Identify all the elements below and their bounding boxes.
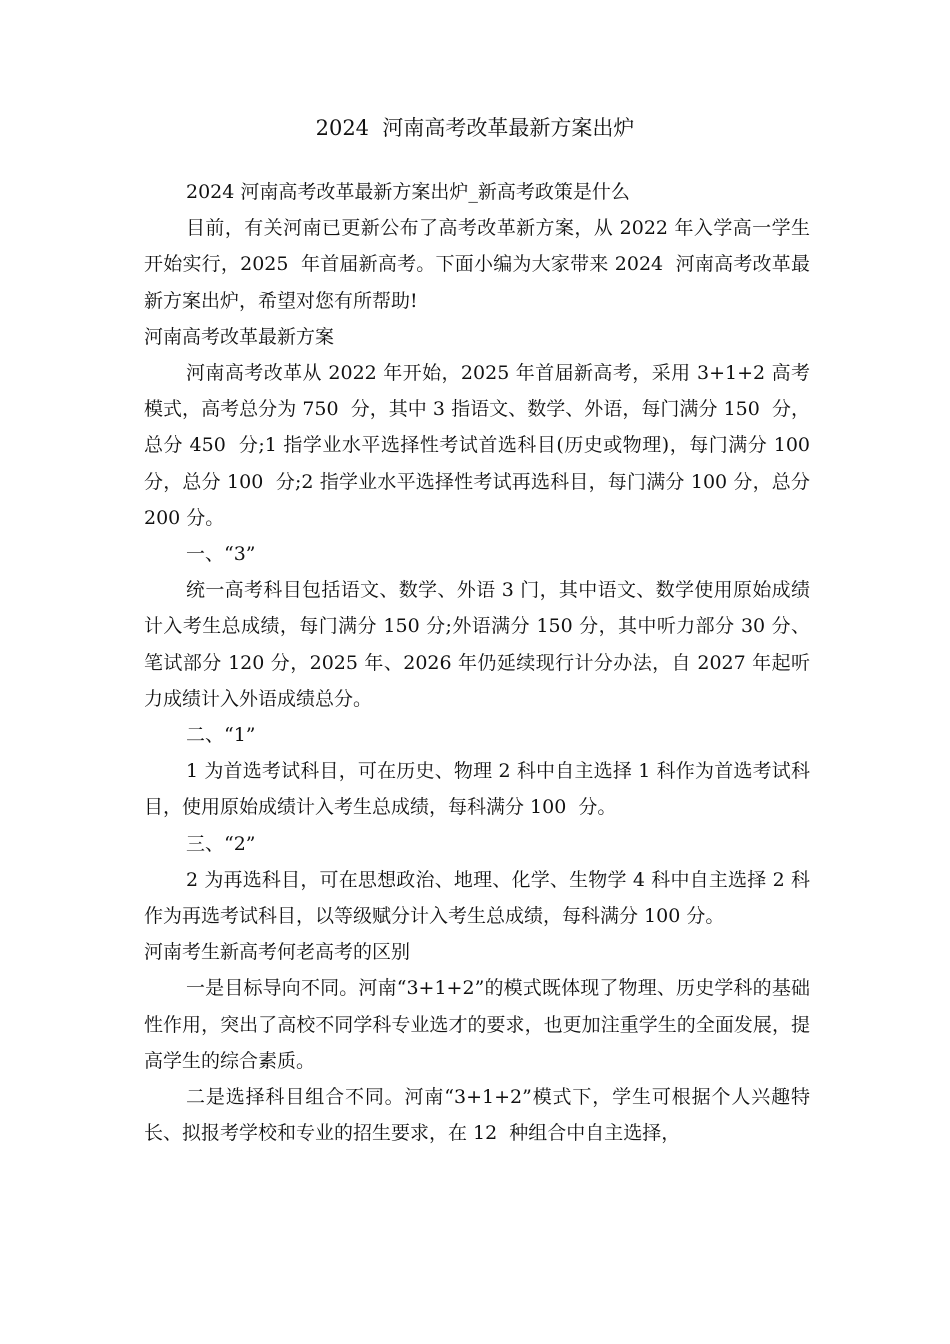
document-body [144,174,823,1151]
document-title: 2024 河南高考改革最新方案出炉 [315,116,635,140]
paragraph-subtitle: 2024 河南高考改革最新方案出炉_新高考政策是什么 [186,181,630,203]
section-heading-differences: 河南考生新高考何老高考的区别 [144,941,411,964]
paragraph-difference-goals: 一是目标导向不同。河南“3+1+2”的模式既体现了物理、历史学科的基础性作用，突出了高校不同学科专业选才的要求，也更加注重学生的全面发展，提高学生的综合素质。 [144,977,810,1072]
subheading-1: 二、“1” [186,724,256,747]
paragraph-intro: 目前，有关河南已更新公布了高考改革新方案，从 2022 年入学高一学生开始实行，2025 年首届新高考。下面小编为大家带来 2024 河南高考改革最新方案出炉，希望对您有所帮助! [144,217,810,312]
paragraph-primary-subject: 1 为首选考试科目，可在历史、物理 2 科中自主选择 1 科作为首选考试科目，使用原始成绩计入考生总成绩，每科满分 100 分。 [144,760,810,819]
section-heading-reform-plan: 河南高考改革最新方案 [144,325,335,348]
paragraph-unified-subjects: 统一高考科目包括语文、数学、外语 3 门，其中语文、数学使用原始成绩计入考生总成绩，每门满分 150 分;外语满分 150 分，其中听力部分 30 分、笔试部分 120 分，2025 年、2026 年仍延续现行计分办法，自 2027 年起听力成绩计入外语成绩总分。 [144,579,810,710]
subheading-3: 一、“3” [186,543,256,566]
paragraph-difference-combinations: 二是选择科目组合不同。河南“3+1+2”模式下，学生可根据个人兴趣特长、拟报考学校和专业的招生要求，在 12 种组合中自主选择， [144,1086,810,1145]
paragraph-elective-subjects: 2 为再选科目，可在思想政治、地理、化学、生物学 4 科中自主选择 2 科作为再选考试科目，以等级赋分计入考生总成绩，每科满分 100 分。 [144,868,810,928]
paragraph-reform-overview: 河南高考改革从 2022 年开始，2025 年首届新高考，采用 3+1+2 高考模式，高考总分为 750 分，其中 3 指语文、数学、外语，每门满分 150 分，总分 450 分;1 指学业水平选择性考试首选科目(历史或物理)，每门满分 100 分，总分 100 分;2 指学业水平选择性考试再选科目，每门满分 100 分，总分 200 分。 [144,362,823,529]
subheading-2: 三、“2” [186,832,256,855]
